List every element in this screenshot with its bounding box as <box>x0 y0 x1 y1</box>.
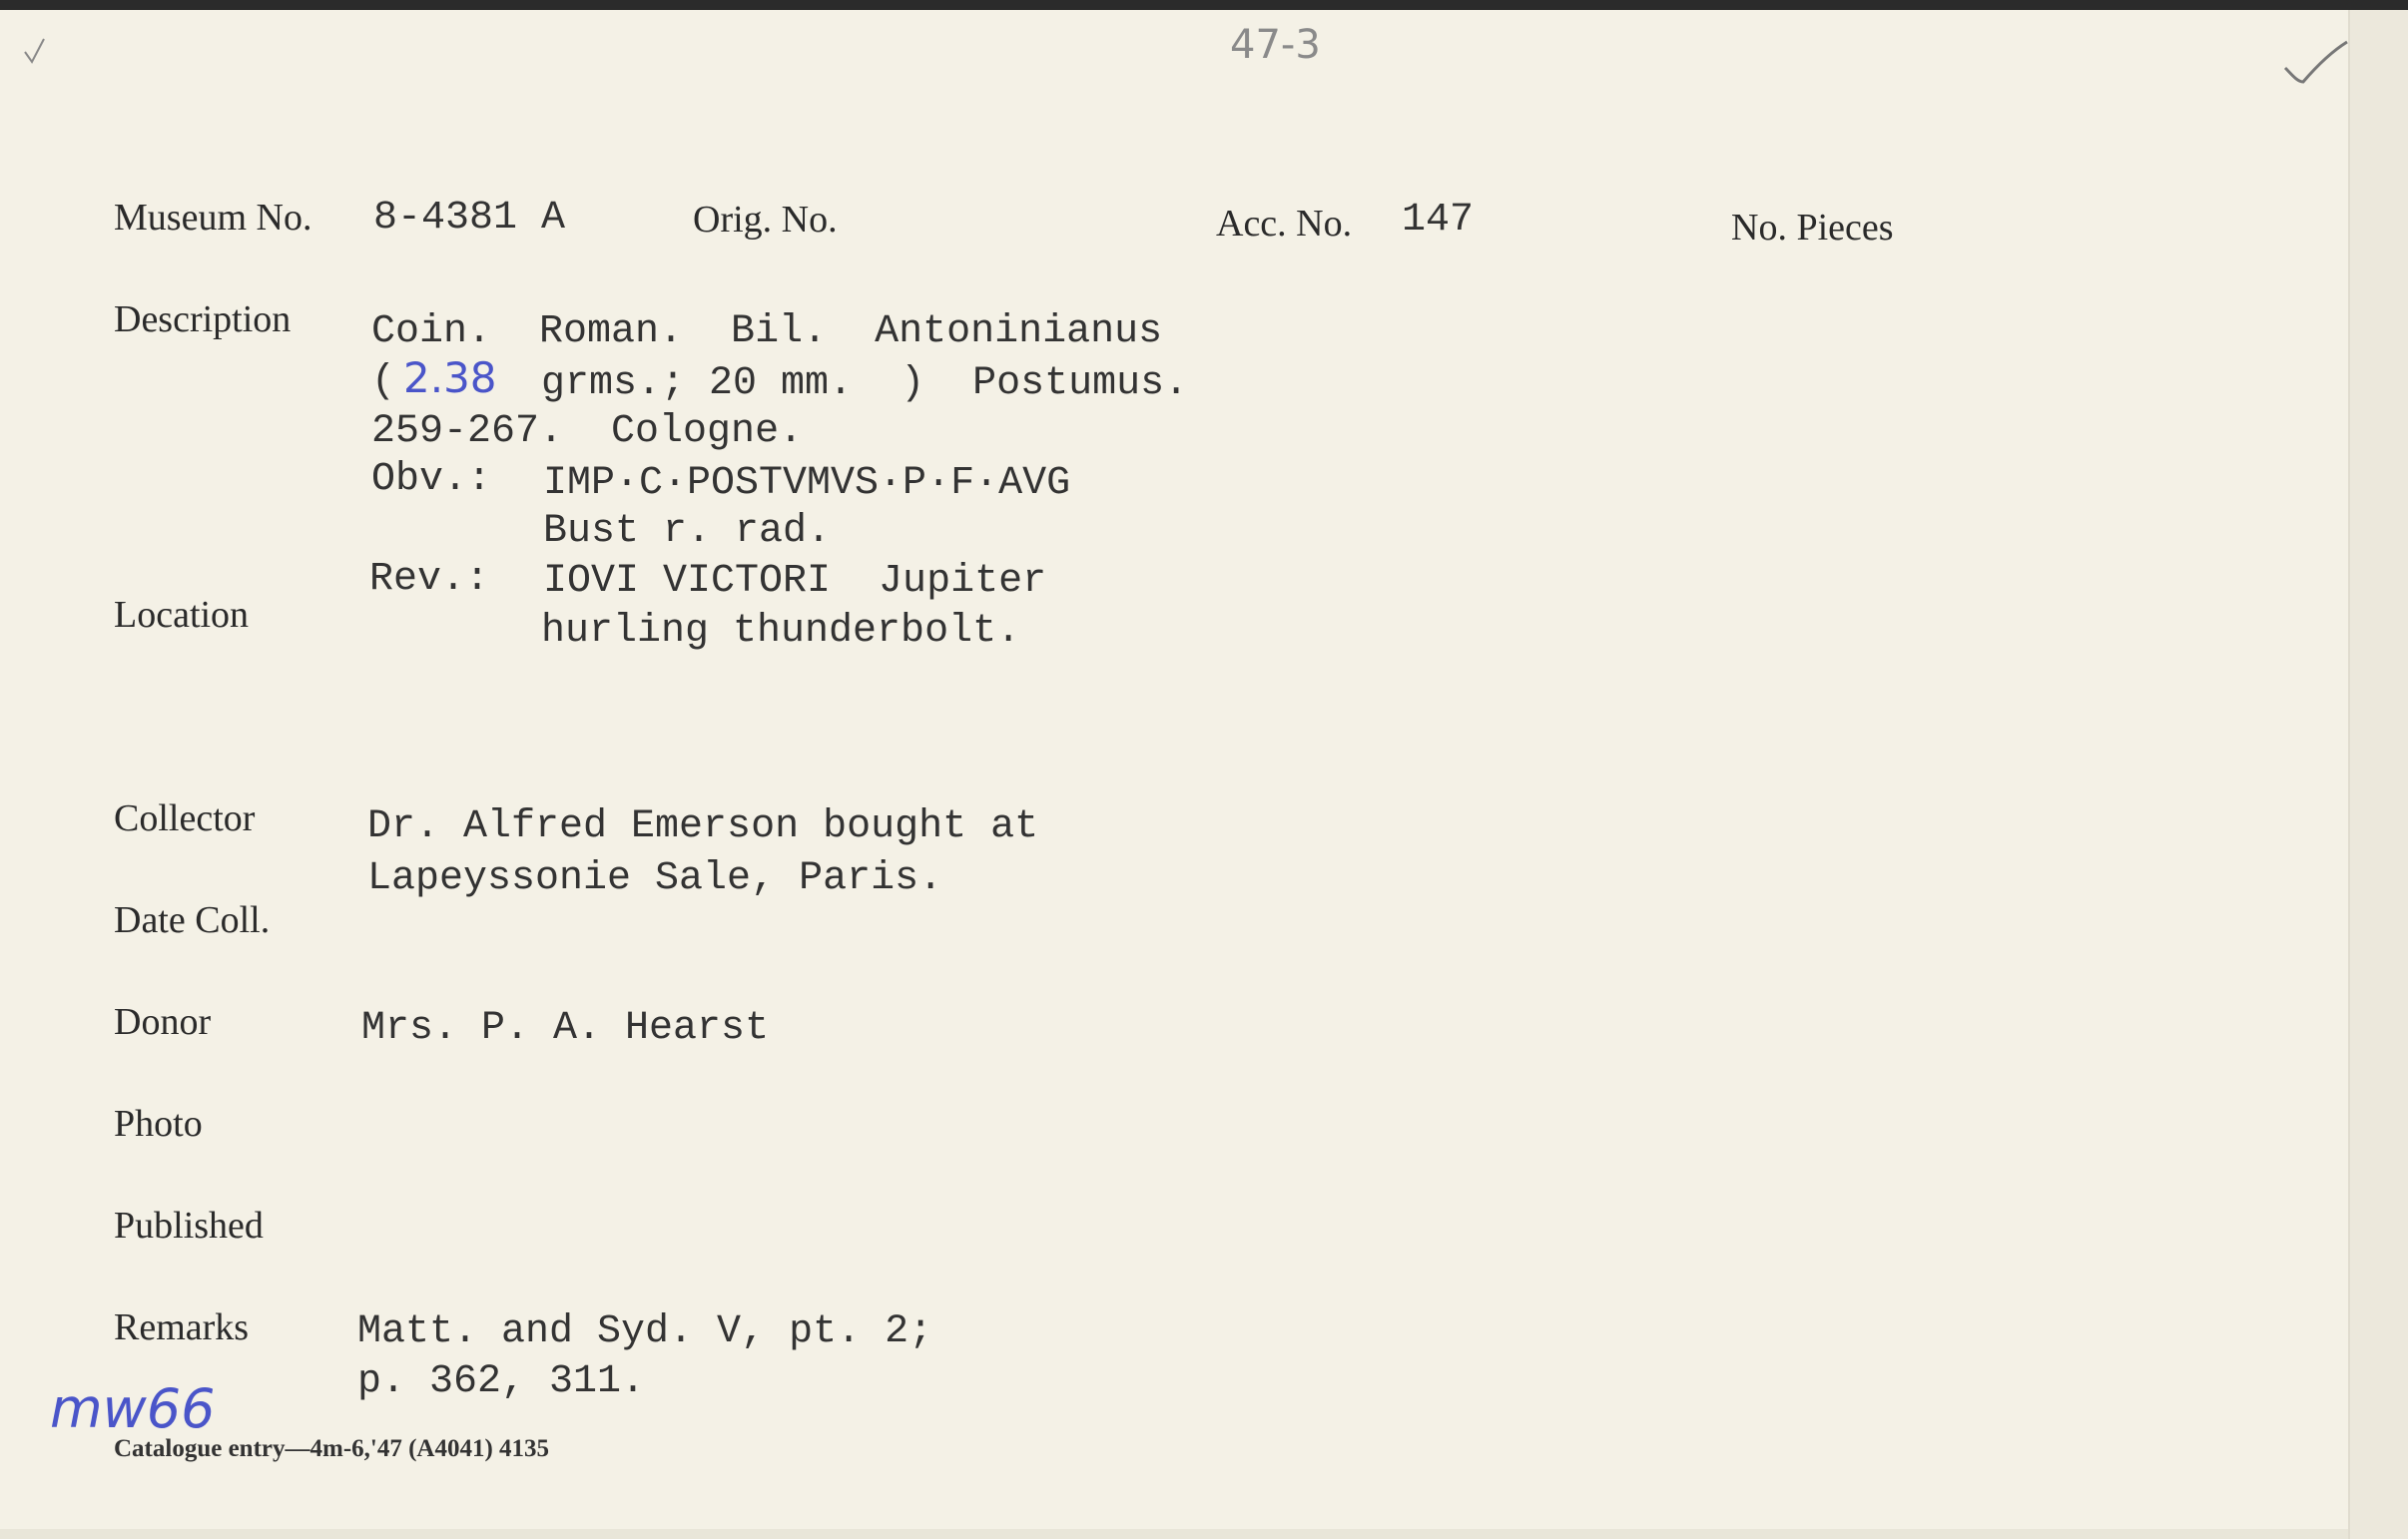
published-label: Published <box>114 1205 264 1247</box>
donor-label: Donor <box>114 1001 212 1043</box>
collector-label: Collector <box>114 797 256 839</box>
acc-no-label: Acc. No. <box>1216 203 1353 245</box>
reverse-label: Rev.: <box>369 557 490 602</box>
description-line-1: Coin. Roman. Bil. Antoninianus <box>371 309 1163 354</box>
check-mark-icon <box>2281 38 2351 88</box>
photo-label: Photo <box>114 1103 203 1145</box>
museum-no-label: Museum No. <box>114 197 312 239</box>
collector-line-2: Lapeyssonie Sale, Paris. <box>367 856 943 901</box>
handwritten-weight: 2.38 <box>403 353 497 402</box>
pencil-annotation: 47-3 <box>1230 22 1321 68</box>
card-right-edge <box>2348 10 2408 1539</box>
reverse-line-1: IOVI VICTORI Jupiter <box>543 559 1047 604</box>
acc-no-value: 147 <box>1402 198 1475 243</box>
obverse-label: Obv.: <box>371 457 492 502</box>
handwritten-code: mw66 <box>50 1377 216 1440</box>
orig-no-label: Orig. No. <box>693 199 838 241</box>
description-line-2-open: ( <box>371 359 396 404</box>
small-check-mark-icon <box>22 36 48 66</box>
obverse-legend: IMP·C·POSTVMVS·P·F·AVG <box>543 461 1071 506</box>
no-pieces-label: No. Pieces <box>1731 207 1894 249</box>
description-label: Description <box>114 298 292 340</box>
description-line-3: 259-267. Cologne. <box>371 409 804 454</box>
catalogue-footer: Catalogue entry—4m-6,'47 (A4041) 4135 <box>114 1435 550 1462</box>
remarks-line-1: Matt. and Syd. V, pt. 2; <box>357 1309 933 1354</box>
date-coll-label: Date Coll. <box>114 899 271 941</box>
reverse-line-2: hurling thunderbolt. <box>541 609 1021 654</box>
museum-no-value: 8-4381 A <box>373 196 566 241</box>
remarks-line-2: p. 362, 311. <box>357 1359 646 1404</box>
description-line-2-rest: grms.; 20 mm. ) Postumus. <box>517 361 1189 406</box>
obverse-description: Bust r. rad. <box>543 509 832 554</box>
location-label: Location <box>114 594 250 636</box>
remarks-label: Remarks <box>114 1306 250 1348</box>
collector-line-1: Dr. Alfred Emerson bought at <box>367 804 1039 849</box>
donor-value: Mrs. P. A. Hearst <box>361 1006 770 1051</box>
